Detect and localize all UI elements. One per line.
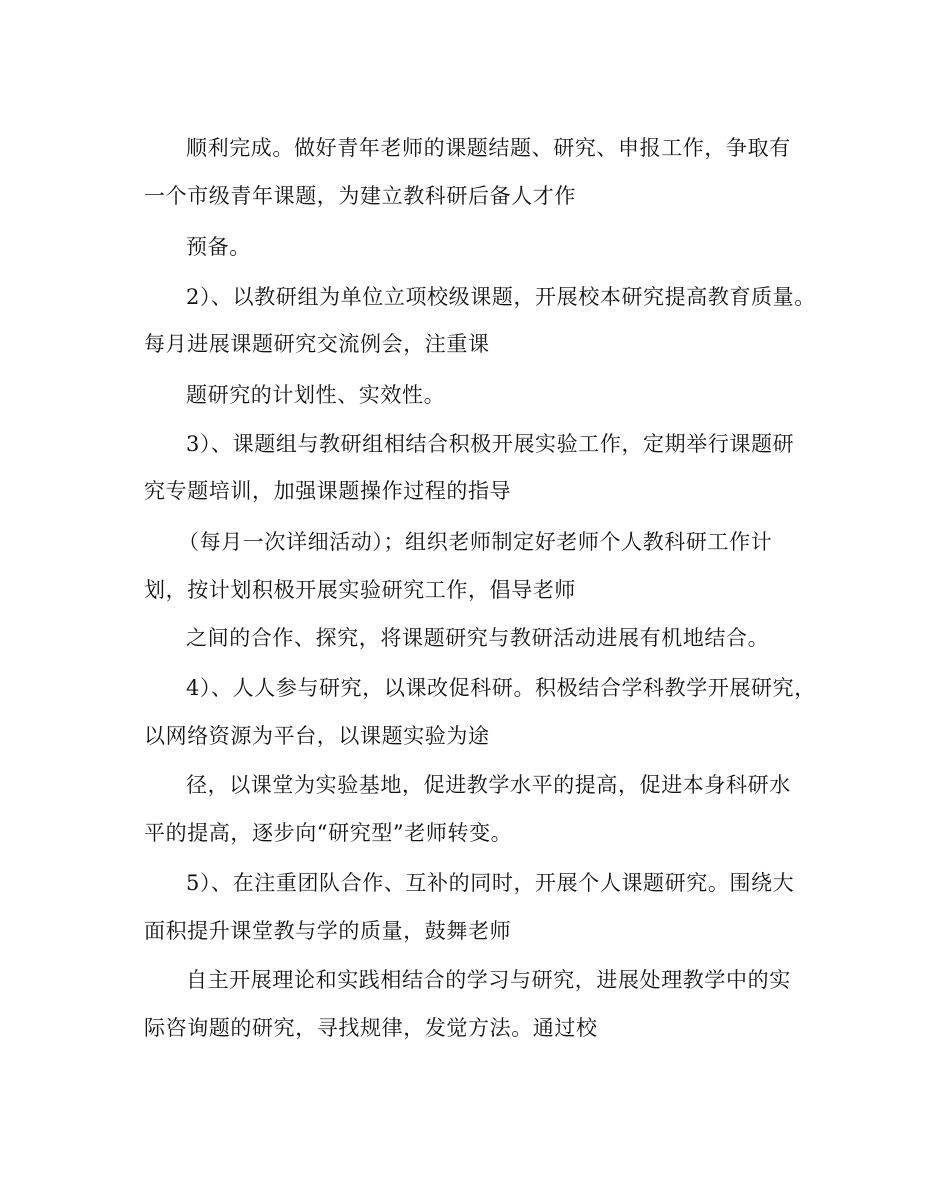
text-line-19: 际咨询题的研究，寻找规律，发觉方法。通过校 [144, 1016, 598, 1040]
text-line-6: 题研究的计划性、实效性。 [186, 383, 446, 407]
text-line-18: 自主开展理论和实践相结合的学习与研究，进展处理教学中的实 [186, 968, 791, 992]
text-line-3: 预备。 [186, 235, 251, 259]
text-line-11: 之间的合作、探究，将课题研究与教研活动进展有机地结合。 [186, 626, 770, 650]
text-line-13: 以网络资源为平台，以课题实验为途 [144, 724, 490, 748]
text-line-4: 2）、以教研组为单位立项校级课题，开展校本研究提高教育质量。 [186, 285, 816, 309]
text-line-9: （每月一次详细活动）；组织老师制定好老师个人教科研工作计 [178, 530, 773, 554]
text-line-7: 3）、课题组与教研组相结合积极开展实验工作，定期举行课题研 [186, 432, 795, 456]
text-line-1: 顺利完成。做好青年老师的课题结题、研究、申报工作，争取有 [186, 136, 791, 160]
text-line-15: 平的提高，逐步向“研究型”老师转变。 [144, 821, 513, 845]
text-line-5: 每月进展课题研究交流例会，注重课 [144, 332, 490, 356]
text-line-8: 究专题培训，加强课题操作过程的指导 [144, 479, 512, 503]
text-line-14: 径，以课堂为实验基地，促进教学水平的提高，促进本身科研水 [186, 773, 791, 797]
text-line-10: 划，按计划积极开展实验研究工作，倡导老师 [144, 578, 576, 602]
text-line-16: 5）、在注重团队合作、互补的同时，开展个人课题研究。围绕大 [186, 871, 795, 895]
text-line-17: 面积提升课堂教与学的质量，鼓舞老师 [144, 919, 512, 943]
text-line-12: 4）、人人参与研究，以课改促科研。积极结合学科教学开展研究， [186, 676, 816, 700]
text-line-2: 一个市级青年课题，为建立教科研后备人才作 [144, 184, 576, 208]
